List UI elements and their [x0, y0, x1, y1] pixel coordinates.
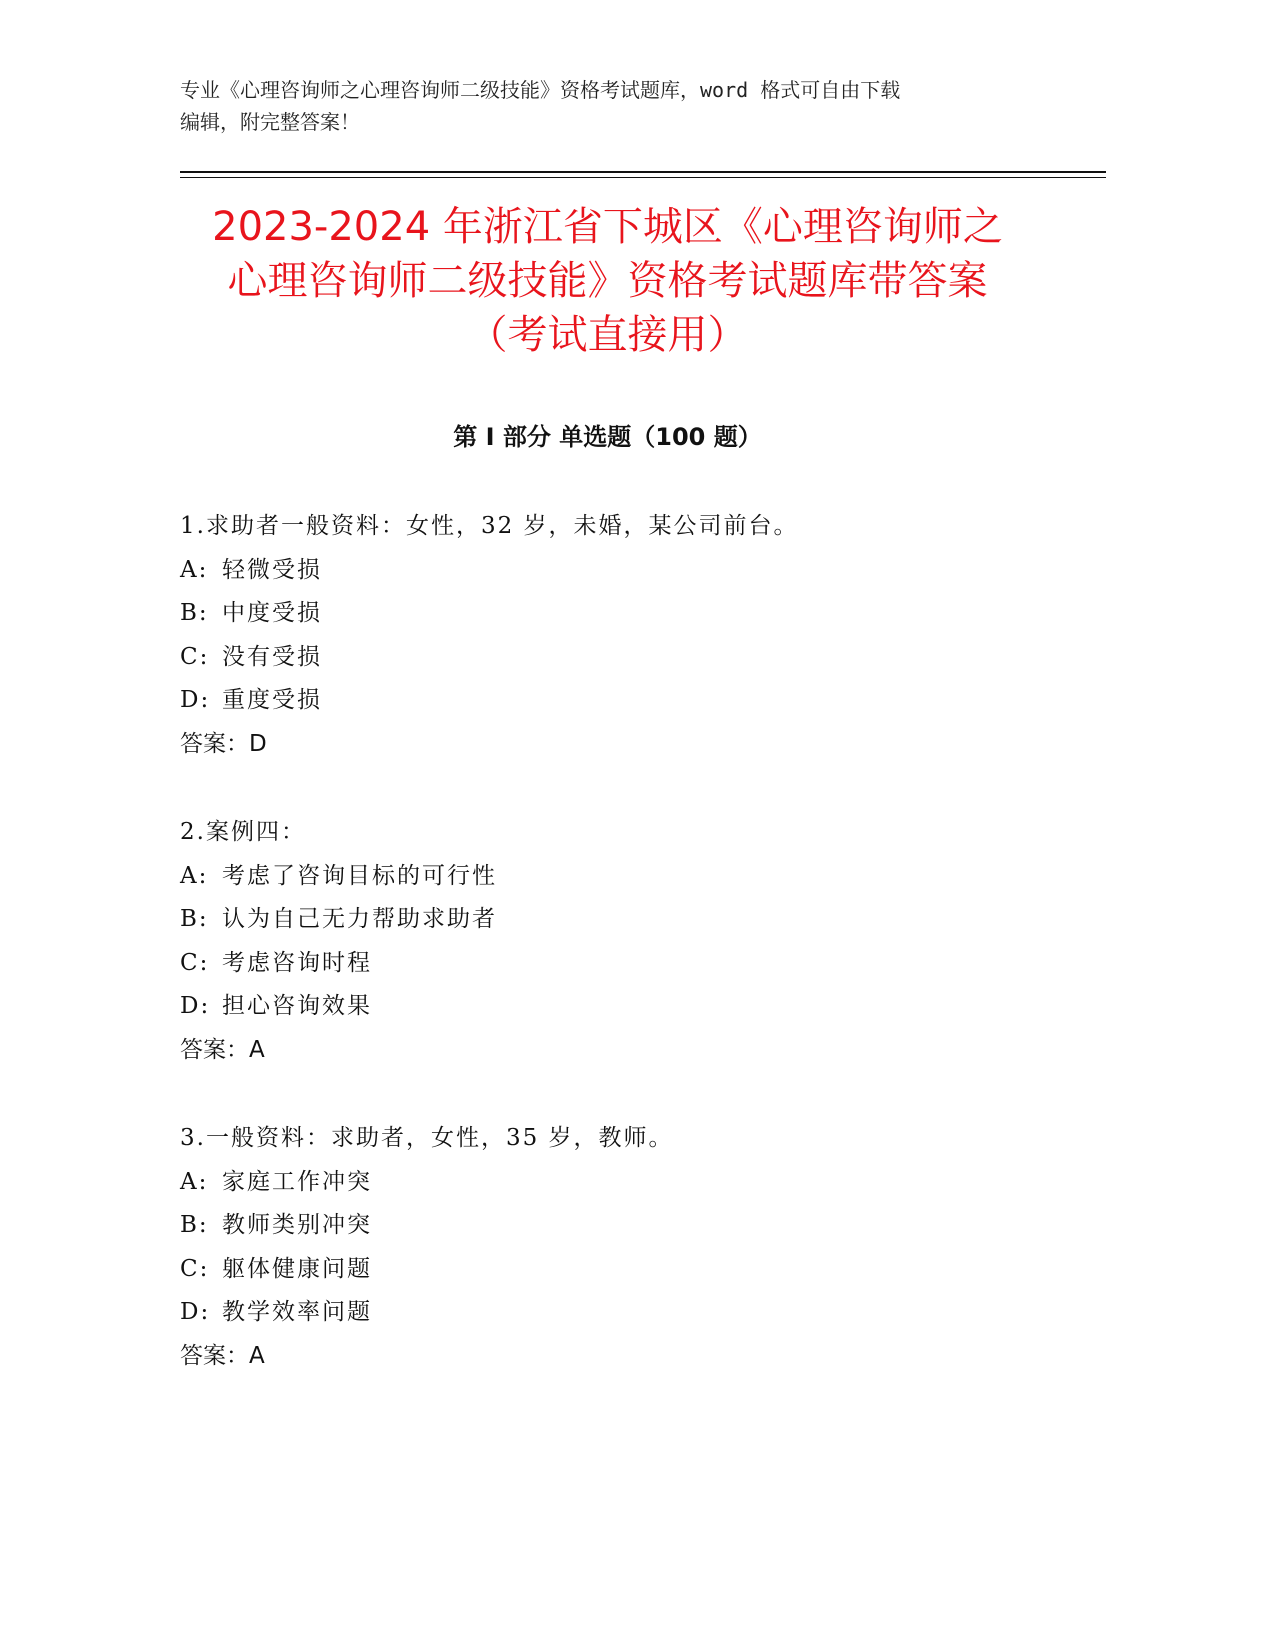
- option-text: 轻微受损: [222, 556, 322, 583]
- answer-option: [180, 549, 1080, 593]
- option-text: 躯体健康问题: [222, 1255, 372, 1282]
- option-text: 重度受损: [222, 687, 322, 713]
- option-letter: A:: [180, 1168, 209, 1195]
- answer-key: 答案：D: [180, 730, 267, 757]
- option-letter: C:: [180, 949, 210, 976]
- header-note: [180, 74, 1040, 138]
- question-block: [180, 1117, 1080, 1378]
- question-stem: 3.一般资料：求助者，女性，35 岁，教师。: [180, 1125, 674, 1151]
- option-letter: D:: [180, 687, 211, 713]
- option-text: 担心咨询效果: [222, 993, 372, 1019]
- answer-option: [180, 592, 1080, 636]
- answer-option: [180, 1204, 1080, 1248]
- option-letter: C:: [180, 643, 210, 670]
- document-title-line-2: 心理咨询师二级技能》资格考试题库带答案: [227, 258, 988, 304]
- header-divider-thin: [180, 177, 1106, 178]
- option-text: 考虑了咨询目标的可行性: [222, 862, 497, 889]
- option-letter: B:: [180, 600, 209, 626]
- option-text: 家庭工作冲突: [222, 1168, 372, 1195]
- question-block: [180, 505, 1080, 766]
- option-letter: B:: [180, 906, 209, 932]
- answer-option: [180, 679, 1080, 723]
- document-title: [150, 200, 1065, 362]
- option-text: 认为自己无力帮助求助者: [222, 906, 497, 932]
- option-letter: D:: [180, 1299, 211, 1325]
- option-text: 没有受损: [222, 643, 322, 670]
- header-note-line-1: 专业《心理咨询师之心理咨询师二级技能》资格考试题库，word 格式可自由下载: [180, 78, 901, 102]
- question-stem: 2.案例四：: [180, 819, 306, 845]
- option-letter: C:: [180, 1255, 210, 1282]
- option-text: 考虑咨询时程: [222, 949, 372, 976]
- answer-option: [180, 942, 1080, 986]
- header-note-line-2: 编辑，附完整答案！: [180, 110, 360, 134]
- question-block: [180, 811, 1080, 1072]
- answer-key: 答案：A: [180, 1342, 265, 1369]
- question-list: [180, 505, 1080, 1423]
- answer-option: [180, 855, 1080, 899]
- answer-key: 答案：A: [180, 1036, 265, 1063]
- document-title-line-1: 2023-2024 年浙江省下城区《心理咨询师之: [212, 204, 1003, 250]
- question-stem: 1.求助者一般资料：女性，32 岁，未婚，某公司前台。: [180, 513, 799, 539]
- answer-option: [180, 1248, 1080, 1292]
- option-text: 中度受损: [222, 600, 322, 626]
- header-divider-thick: [180, 171, 1106, 173]
- option-text: 教师类别冲突: [222, 1212, 372, 1238]
- answer-option: [180, 898, 1080, 942]
- answer-option: [180, 1291, 1080, 1335]
- option-letter: B:: [180, 1212, 209, 1238]
- answer-option: [180, 985, 1080, 1029]
- option-text: 教学效率问题: [222, 1299, 372, 1325]
- option-letter: A:: [180, 862, 209, 889]
- answer-option: [180, 1161, 1080, 1205]
- option-letter: A:: [180, 556, 209, 583]
- document-title-line-3: （考试直接用）: [467, 312, 748, 358]
- answer-option: [180, 636, 1080, 680]
- option-letter: D:: [180, 993, 211, 1019]
- section-title: 第 I 部分 单选题（100 题）: [453, 423, 762, 451]
